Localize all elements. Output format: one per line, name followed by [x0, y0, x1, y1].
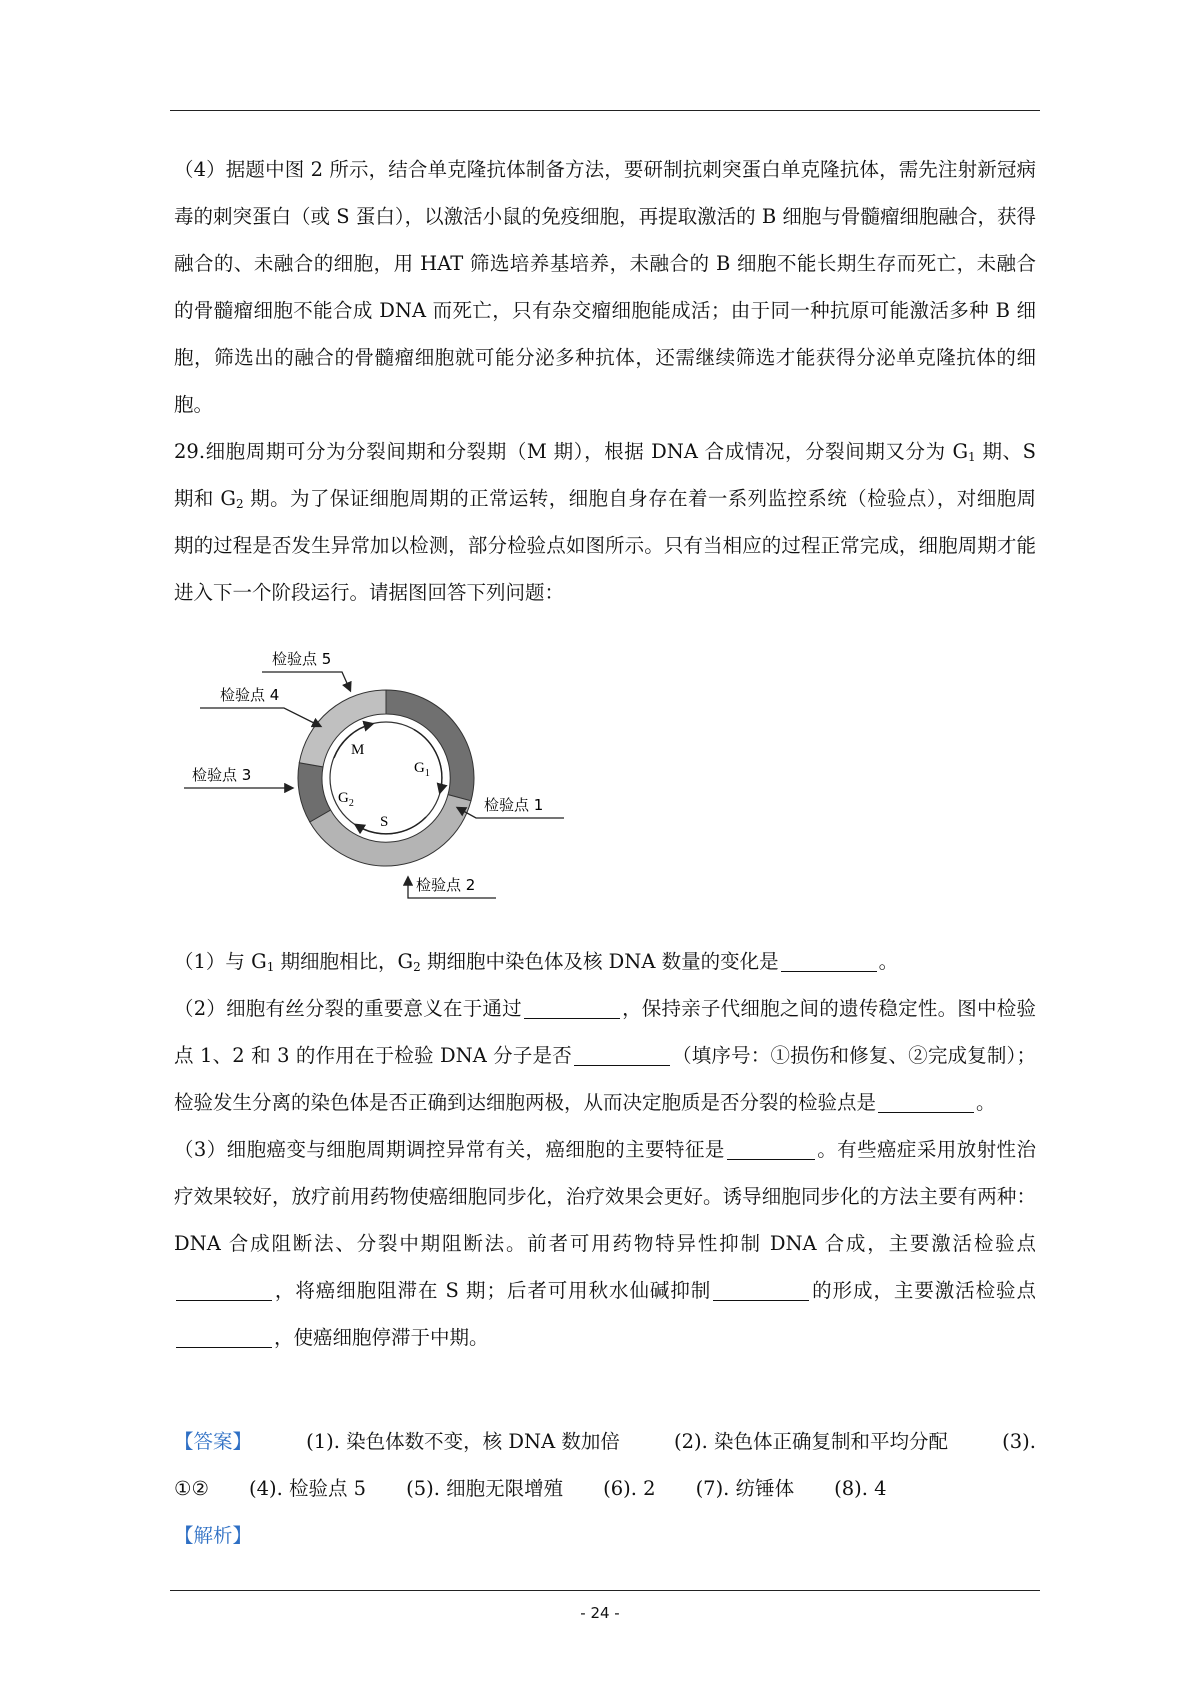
q29-sub1: 1 — [968, 450, 976, 464]
answer-blank-2[interactable] — [524, 996, 620, 1019]
phase-label-m: M — [351, 742, 365, 758]
phase-label-g2: $G_2$ — [338, 790, 354, 809]
cycle-arrow-s — [356, 817, 426, 834]
answer-blank-8[interactable] — [176, 1325, 272, 1348]
q29-sub2: 2 — [235, 497, 244, 511]
question-1: （1）与 $G_1$ 期细胞相比，$G_2$ 期细胞中染色体及核 DNA 数量的变化是 。 — [174, 950, 899, 974]
checkpoint-2-label: 检验点 2 — [416, 876, 476, 894]
answer-item-3-value: ①② — [174, 1477, 209, 1500]
answer-blank-7[interactable] — [713, 1278, 809, 1301]
ring-segment-s — [310, 795, 471, 866]
answer-blank-5[interactable] — [727, 1137, 815, 1160]
question-2: （2）细胞有丝分裂的重要意义在于通过 ，保持亲子代细胞之间的遗传稳定性。图中检验点 1、2 和 3 的作用在于检验 DNA 分子是否 （填序号：①损伤和修复、②完成复制）；检验发生分离的染色体是否正确到达细胞两极，从而决定胞质是否分裂的检验点是 。 — [174, 997, 1036, 1114]
answer-blank-4[interactable] — [878, 1090, 974, 1113]
answer-section — [174, 1418, 1036, 1559]
answer-item-6: (6). 2 — [603, 1477, 656, 1500]
answer-item-8: (8). 4 — [834, 1477, 887, 1500]
phase-label-s: S — [380, 814, 389, 830]
question-3: （3）细胞癌变与细胞周期调控异常有关，癌细胞的主要特征是 。有些癌症采用放射性治疗效果较好，放疗前用药物使癌细胞同步化，治疗效果会更好。诱导细胞同步化的方法主要有两种：DNA 合成阻断法、分裂中期阻断法。前者可用药物特异性抑制 DNA 合成，主要激活检验点，将癌细胞阻滞在 S 期；后者可用秋水仙碱抑制 的形成，主要激活检验点，使癌细胞停滞于中期。 — [174, 1138, 1036, 1349]
answer-label: 【答案】 — [174, 1430, 253, 1453]
answer-item-3: (3). — [1002, 1430, 1036, 1453]
answer-item-4: (4). 检验点 5 — [248, 1477, 367, 1500]
ring-segment-g1 — [386, 690, 474, 801]
ring-segment-m — [299, 690, 386, 767]
checkpoint-4-label: 检验点 4 — [220, 686, 280, 704]
checkpoint-1-label: 检验点 1 — [484, 796, 544, 814]
answer-row-1 — [174, 1418, 1036, 1465]
checkpoint-3-label: 检验点 3 — [192, 766, 252, 784]
answer-item-2: (2). 染色体正确复制和平均分配 — [674, 1430, 949, 1453]
header-rule — [170, 110, 1040, 111]
checkpoint-5-label: 检验点 5 — [272, 650, 332, 668]
page-number: - 24 - — [580, 1604, 620, 1622]
cell-cycle-diagram — [180, 650, 580, 910]
checkpoint-4-arrow — [200, 708, 320, 726]
questions-block — [174, 938, 1036, 1361]
question-29-intro — [174, 428, 1036, 616]
q29-intro-b: 期、S 期和 G — [174, 440, 1036, 510]
answer-blank-3[interactable] — [574, 1043, 670, 1066]
answer-item-1: (1). 染色体数不变，核 DNA 数加倍 — [306, 1430, 620, 1453]
answer-item-7: (7). 纺锤体 — [695, 1477, 795, 1500]
q29-intro-a: 29.细胞周期可分为分裂间期和分裂期（M 期），根据 DNA 合成情况，分裂间期又分为 G — [174, 440, 969, 463]
footer-rule — [170, 1590, 1040, 1591]
answer-row-2 — [174, 1465, 1036, 1512]
q29-intro-c: 期。为了保证细胞周期的正常运转，细胞自身存在着一系列监控系统（检验点），对细胞周期的过程是否发生异常加以检测，部分检验点如图所示。只有当相应的过程正常完成，细胞周期才能进入下一个阶段运行。请据图回答下列问题： — [174, 487, 1037, 604]
section-4-paragraph — [174, 146, 1036, 616]
ring-segment-g2 — [298, 763, 331, 822]
analysis-label: 【解析】 — [174, 1524, 253, 1547]
answer-blank-6[interactable] — [176, 1278, 272, 1301]
phase-label-g1: $G_1$ — [414, 760, 430, 779]
analysis-row — [174, 1512, 1036, 1559]
answer-item-5: (5). 细胞无限增殖 — [406, 1477, 564, 1500]
section-4-text: （4）据题中图 2 所示，结合单克隆抗体制备方法，要研制抗刺突蛋白单克隆抗体，需先注射新冠病毒的刺突蛋白（或 S 蛋白），以激活小鼠的免疫细胞，再提取激活的 B 细胞与骨髓瘤细胞融合，获得融合的、未融合的细胞，用 HAT 筛选培养基培养，未融合的 B 细胞不能长期生存而死亡，未融合的骨髓瘤细胞不能合成 DNA 而死亡，只有杂交瘤细胞能成活；由于同一种抗原可能激活多种 B 细胞，筛选出的融合的骨髓瘤细胞就可能分泌多种抗体，还需继续筛选才能获得分泌单克隆抗体的细胞。 — [174, 158, 1036, 416]
answer-blank-1[interactable] — [781, 949, 877, 972]
